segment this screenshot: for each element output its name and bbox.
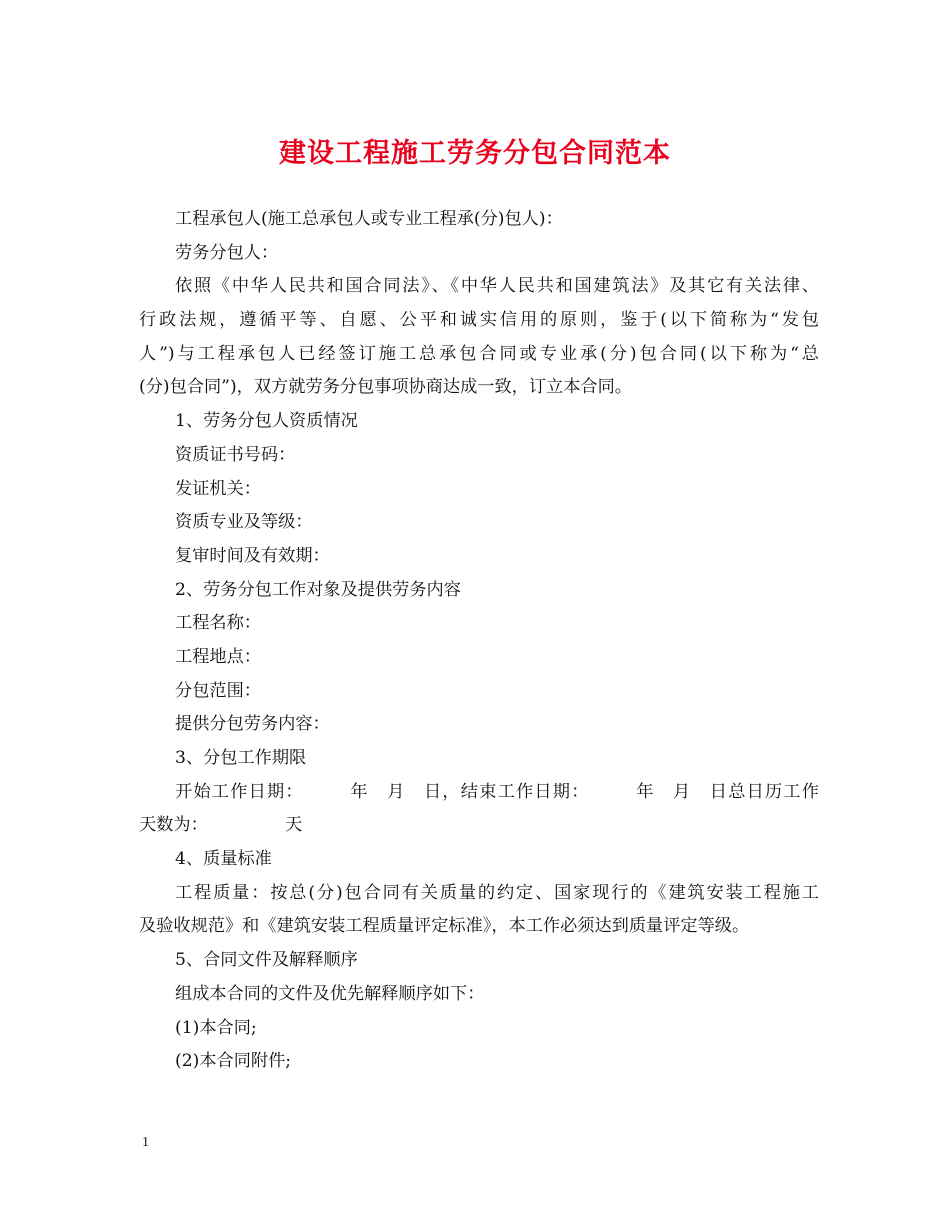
paragraph-line: 资质专业及等级： (175, 512, 313, 533)
paragraph-line: 发证机关： (175, 478, 261, 499)
section-heading: 1、劳务分包人资质情况 (175, 411, 358, 432)
paragraph-line: 工程地点： (175, 646, 261, 667)
paragraph-line: 及验收规范》和《建筑安装工程质量评定标准》，本工作必须达到质量评定等级。 (139, 916, 750, 937)
section-heading: 3、分包工作期限 (175, 748, 307, 768)
paragraph-line: 资质证书号码： (175, 444, 296, 465)
document-body (139, 203, 819, 1079)
section-heading: 5、合同文件及解释顺序 (175, 950, 358, 971)
paragraph-line: 提供分包劳务内容： (175, 714, 330, 735)
document-title: 建设工程施工劳务分包合同范本 (279, 138, 671, 169)
paragraph-line: 人”)与工程承包人已经签订施工总承包合同或专业承(分)包合同(以下称为“总 (139, 343, 819, 364)
page-number: 1 (142, 1135, 149, 1150)
paragraph-line: 开始工作日期： 年 月 日，结束工作日期： 年 月 日总日历工作 (175, 781, 819, 802)
paragraph-line: 工程名称： (175, 613, 261, 634)
paragraph-line: 天数为： 天 (139, 815, 303, 836)
paragraph-line: 分包范围： (175, 680, 261, 701)
paragraph-line: 组成本合同的文件及优先解释顺序如下： (175, 983, 485, 1004)
paragraph-line: 工程承包人(施工总承包人或专业工程承(分)包人)： (175, 209, 563, 229)
paragraph-line: 工程质量：按总(分)包合同有关质量的约定、国家现行的《建筑安装工程施工 (175, 882, 819, 903)
paragraph-line: 依照《中华人民共和国合同法》、《中华人民共和国建筑法》及其它有关法律、 (175, 276, 819, 297)
paragraph-line: 行政法规，遵循平等、自愿、公平和诚实信用的原则，鉴于(以下简称为“发包 (139, 310, 819, 331)
list-item: (2)本合同附件; (175, 1051, 292, 1072)
paragraph-line: (分)包合同”)，双方就劳务分包事项协商达成一致，订立本合同。 (139, 377, 632, 398)
section-heading: 4、质量标准 (175, 849, 272, 870)
paragraph-line: 复审时间及有效期： (175, 545, 330, 566)
list-item: (1)本合同; (175, 1017, 257, 1038)
paragraph-line: 劳务分包人： (175, 242, 279, 263)
section-heading: 2、劳务分包工作对象及提供劳务内容 (175, 579, 461, 600)
